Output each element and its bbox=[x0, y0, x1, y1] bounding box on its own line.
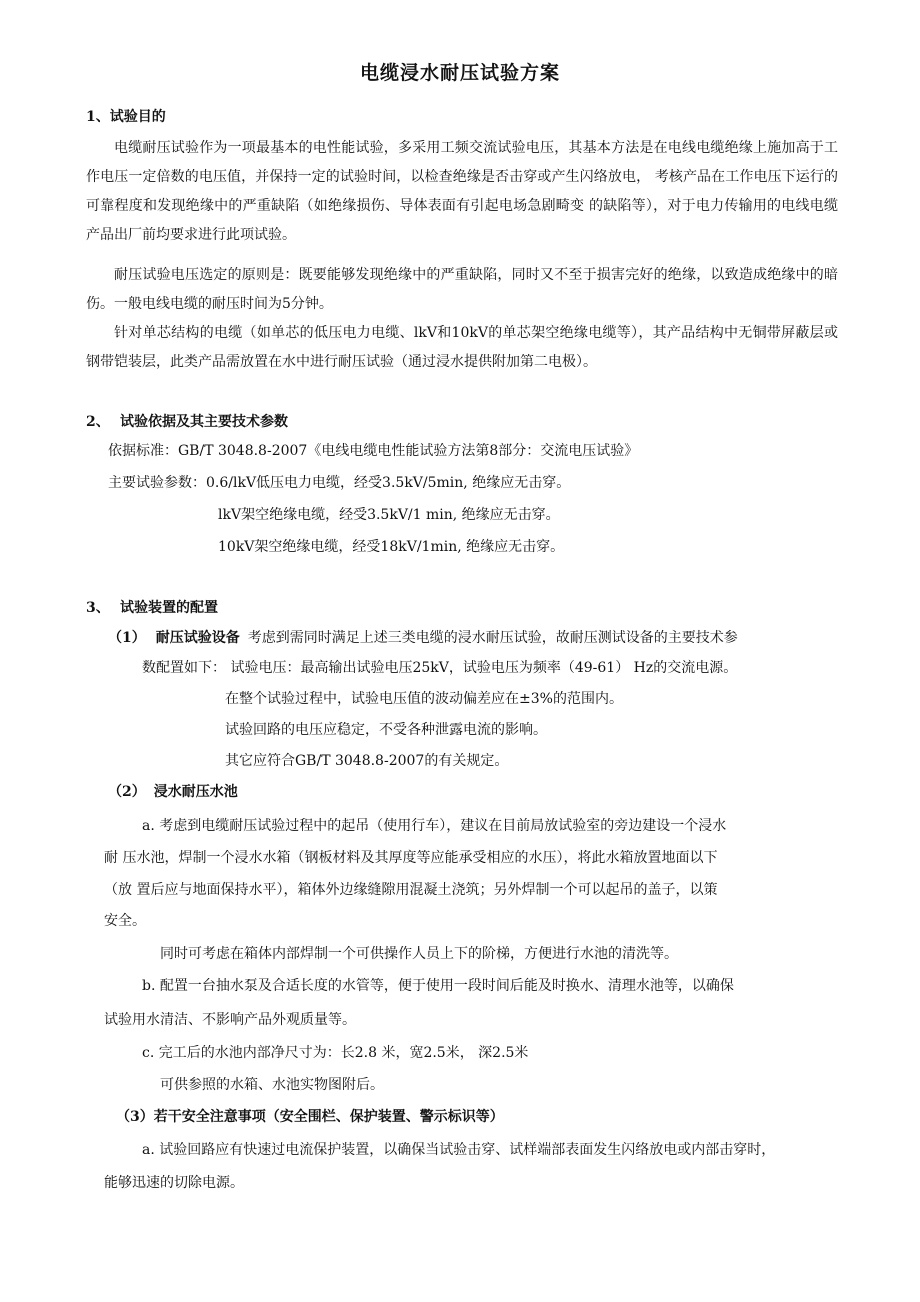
sub-2-b-line-1: b. 配置一台抽水泵及合适长度的水管等，便于使用一段时间后能及时换水、清理水池等，以确保 bbox=[142, 978, 734, 994]
params-line: 主要试验参数：0.6/lkV低压电力电缆，经受3.5kV/5min, 绝缘应无击穿。 bbox=[108, 475, 571, 491]
section-3-number: 3、 bbox=[86, 600, 110, 616]
sub-1-number: （1） bbox=[108, 630, 146, 646]
section-3-heading: 试验装置的配置 bbox=[120, 600, 218, 616]
sub-2-c-extra: 可供参照的水箱、水池实物图附后。 bbox=[160, 1077, 384, 1093]
sub-3-a-line-2: 能够迅速的切除电源。 bbox=[104, 1175, 244, 1191]
sub-3-heading: （3）若干安全注意事项（安全围栏、保护装置、警示标识等） bbox=[116, 1109, 504, 1125]
sub-1-item-2: 试验回路的电压应稳定，不受各种泄露电流的影响。 bbox=[225, 722, 547, 738]
sub-2-a-line-2: 耐 压水池，焊制一个浸水水箱（钢板材料及其厚度等应能承受相应的水压），将此水箱放置地面以下 bbox=[104, 850, 718, 866]
sub-2-heading: 浸水耐压水池 bbox=[153, 784, 238, 800]
section-1-paragraph-2: 耐压试验电压选定的原则是：既要能够发现绝缘中的严重缺陷，同时又不至于损害完好的绝缘，以致造成绝缘中的暗伤。一般电线电缆的耐压时间为5分钟。 bbox=[86, 267, 838, 312]
sub-1-text-2: 数配置如下： 试验电压：最高输出试验电压25kV，试验电压为频率（49-61） Hz的交流电源。 bbox=[142, 660, 738, 676]
sub-2-a-line-4: 安全。 bbox=[104, 913, 146, 929]
sub-1-item-1: 在整个试验过程中，试验电压值的波动偏差应在±3%的范围内。 bbox=[225, 691, 623, 707]
section-1-paragraph-3: 针对单芯结构的电缆（如单芯的低压电力电缆、lkV和10kV的单芯架空绝缘电缆等），其产品结构中无铜带屏蔽层或钢带铠装层，此类产品需放置在水中进行耐压试验（通过浸水提供附加第二电极）。 bbox=[86, 325, 838, 370]
sub-2-a-line-3: （放 置后应与地面保持水平），箱体外边缘缝隙用混凝土浇筑；另外焊制一个可以起吊的盖子，以策 bbox=[104, 882, 718, 898]
document-title: 电缆浸水耐压试验方案 bbox=[359, 62, 560, 84]
standard-line: 依据标准：GB/T 3048.8-2007《电线电缆电性能试验方法第8部分：交流电压试验》 bbox=[108, 443, 639, 459]
param-line-2: lkV架空绝缘电缆，经受3.5kV/1 min, 绝缘应无击穿。 bbox=[218, 507, 560, 523]
section-2-heading: 试验依据及其主要技术参数 bbox=[120, 414, 288, 430]
sub-2-line bbox=[108, 782, 238, 802]
sub-1-heading: 耐压试验设备 bbox=[155, 630, 240, 646]
sub-1-text: 考虑到需同时满足上述三类电缆的浸水耐压试验，故耐压测试设备的主要技术参 bbox=[247, 630, 738, 646]
param-line-3: 10kV架空绝缘电缆，经受18kV/1min, 绝缘应无击穿。 bbox=[218, 539, 565, 555]
section-1-heading: 1、试验目的 bbox=[86, 109, 166, 125]
sub-2-a-extra: 同时可考虑在箱体内部焊制一个可供操作人员上下的阶梯，方便进行水池的清洗等。 bbox=[160, 946, 678, 962]
section-1-paragraph-1: 电缆耐压试验作为一项最基本的电性能试验，多采用工频交流试验电压，其基本方法是在电线电缆绝缘上施加高于工作电压一定倍数的电压值，并保持一定的试验时间，以检查绝缘是否击穿或产生闪络放电， 考核产品在工作电压下运行的可靠程度和发现绝缘中的严重缺陷（如绝缘损伤、导体表面有引起电场急剧畸变 的缺陷等），对于电力传输用的电线电缆产品出厂前均要求进行此项试验。 bbox=[86, 140, 838, 243]
sub-2-number: （2） bbox=[108, 784, 146, 800]
sub-2-a-line-1: a. 考虑到电缆耐压试验过程中的起吊（使用行车），建议在目前局放试验室的旁边建设一个浸水 bbox=[142, 818, 727, 834]
sub-1-item-3: 其它应符合GB/T 3048.8-2007的有关规定。 bbox=[225, 753, 509, 769]
sub-3-a-line-1: a. 试验回路应有快速过电流保护装置，以确保当试验击穿、试样端部表面发生闪络放电或内部击穿时， bbox=[142, 1142, 776, 1158]
sub-2-b-line-2: 试验用水清洁、不影响产品外观质量等。 bbox=[104, 1012, 356, 1028]
section-2-number: 2、 bbox=[86, 414, 110, 430]
sub-2-c-line: c. 完工后的水池内部净尺寸为：长2.8 米，宽2.5米， 深2.5米 bbox=[142, 1045, 529, 1061]
sub-1-line bbox=[108, 628, 738, 648]
